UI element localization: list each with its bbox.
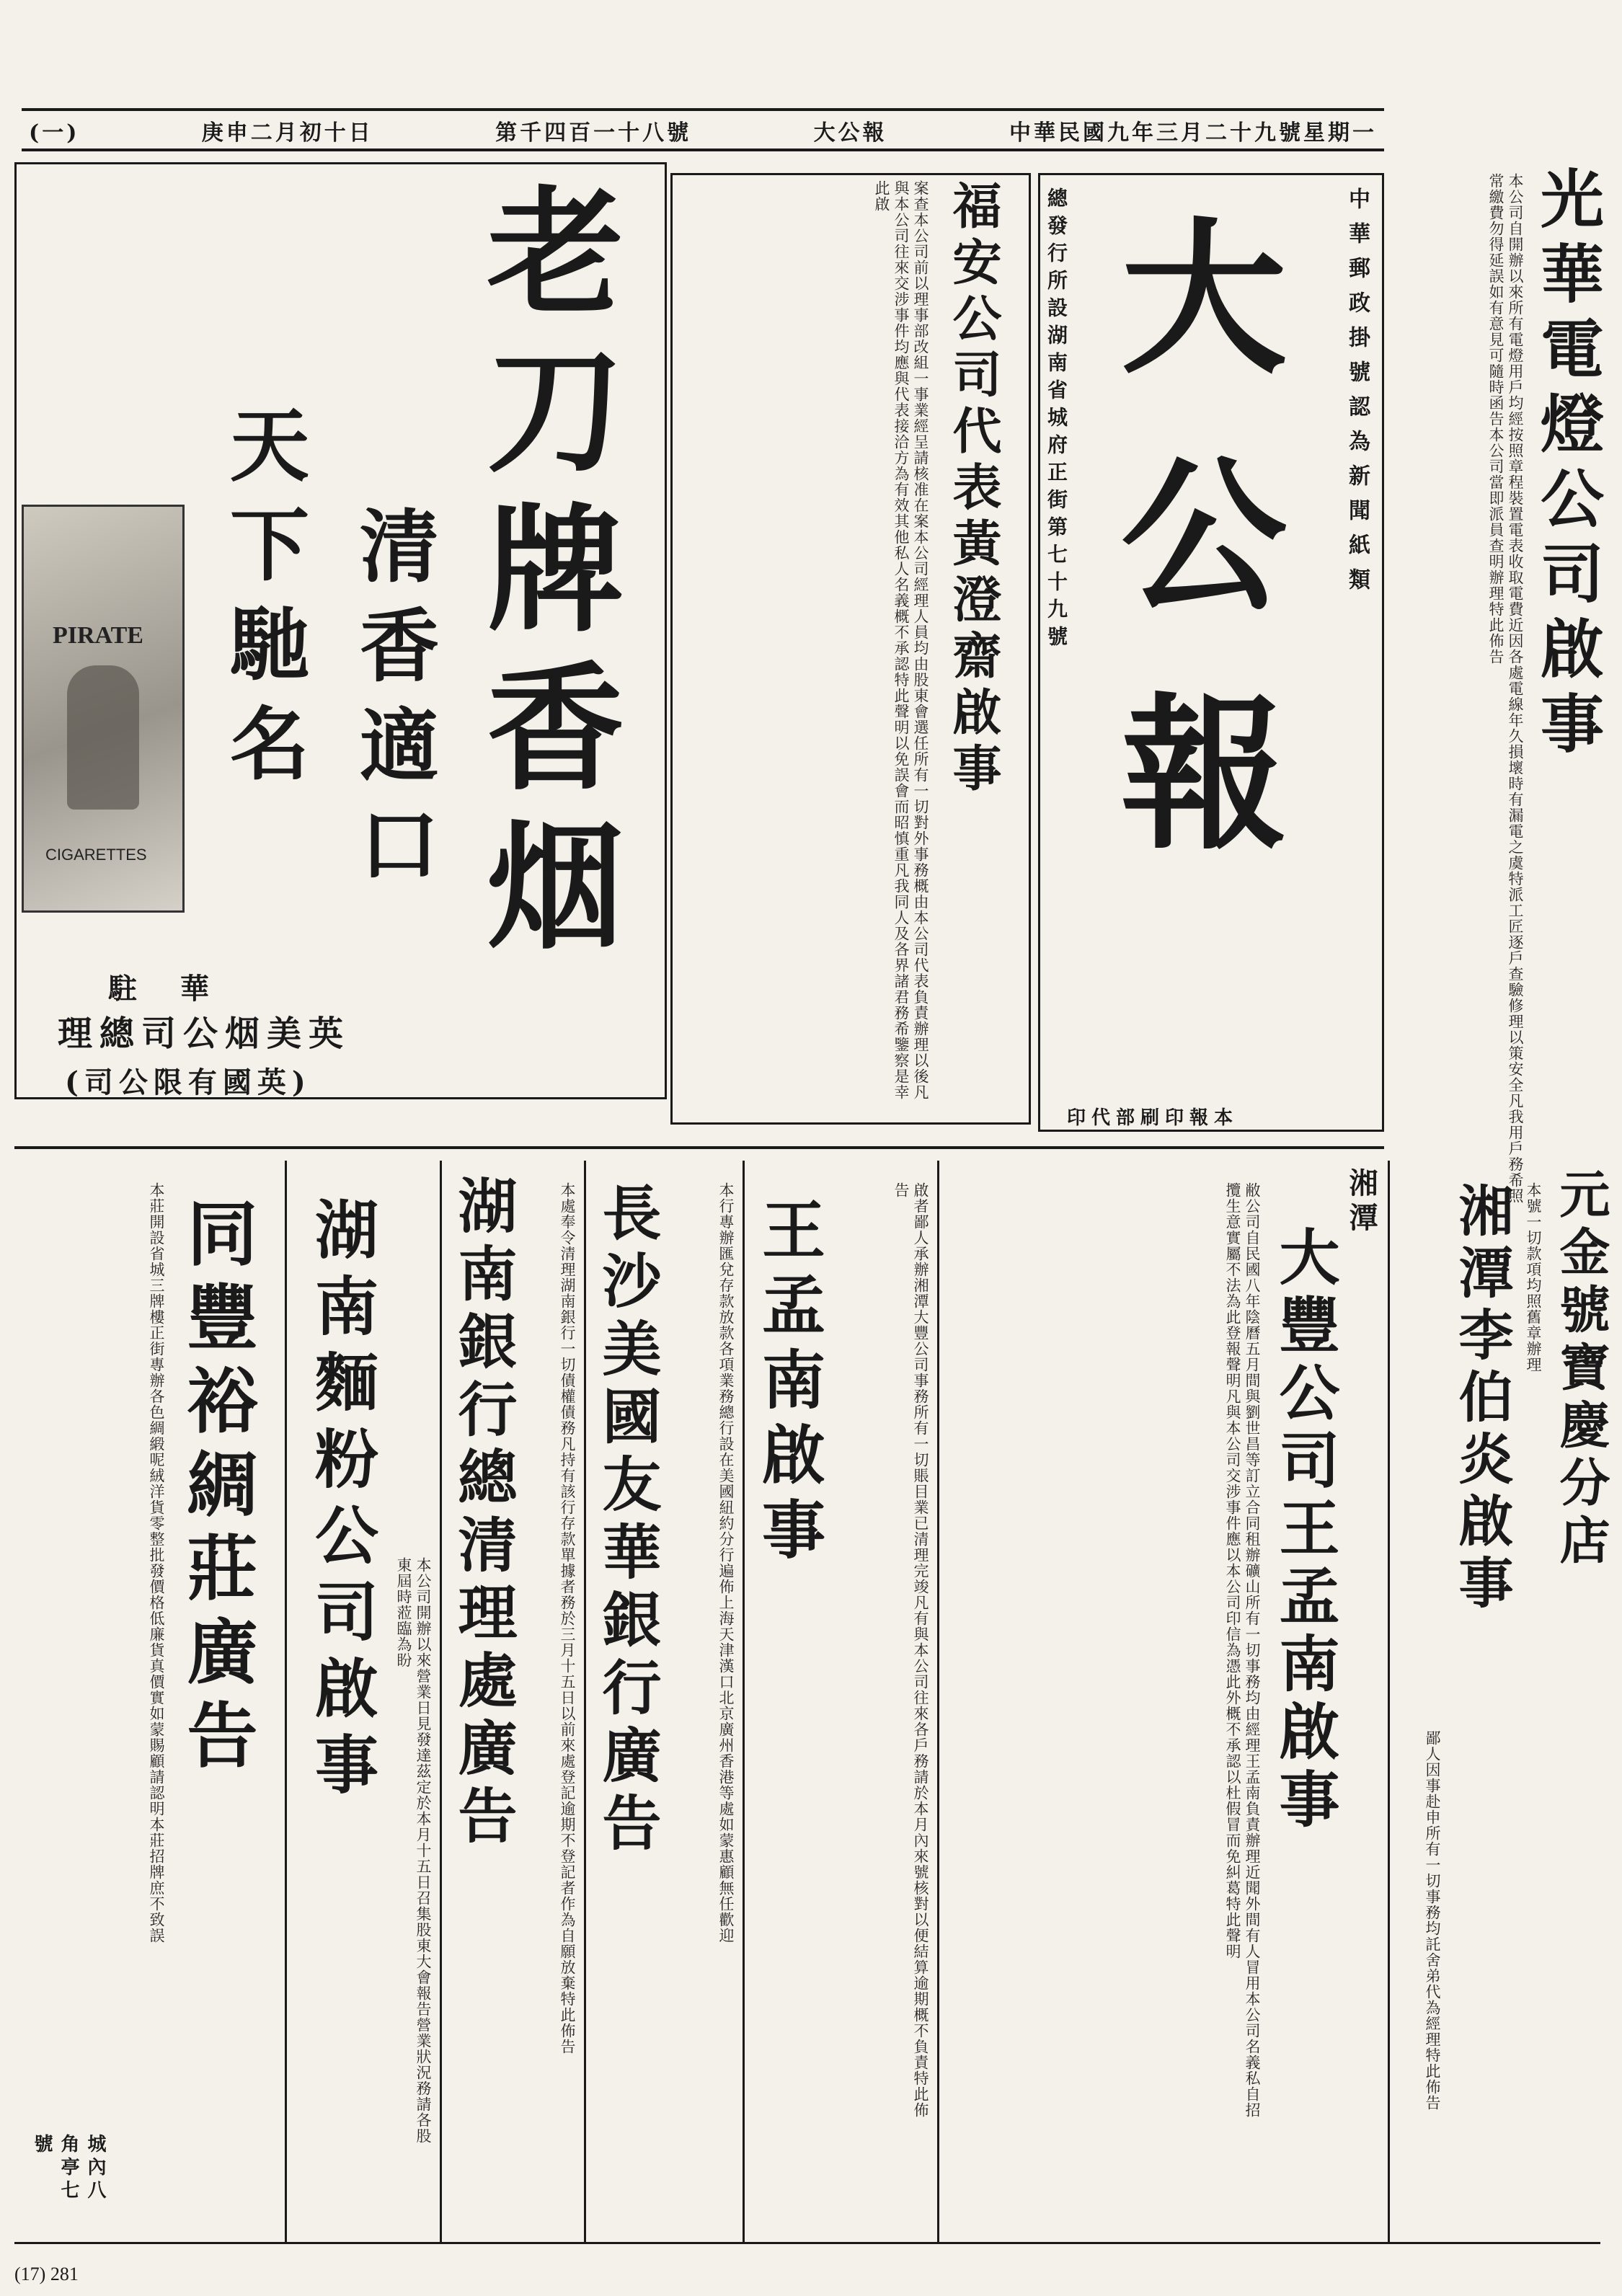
pack-brand: PIRATE: [53, 622, 143, 649]
col-rule-1: [285, 1161, 287, 2242]
cigarette-tagline: 天下馳名: [217, 404, 310, 802]
yuan-title: 元金號寶慶分店: [1551, 1168, 1611, 1572]
postal-note: 中華郵政掛號認為新聞紙類: [1344, 187, 1370, 603]
hunan-bank-body: 本處奉令清理湖南銀行一切債權債務凡持有該行存款單據者務於三月十五日以前來處登記逾期不登記者作為自願放棄特此佈告: [559, 1182, 576, 2055]
fuan-body: 案查本公司前以理事部改組一事業經呈請核准在案本公司經理人員均由股東會選任所有一切對外事務概由本公司代表負責辦理以後凡與本公司往來交涉事件均應與代表接洽方為有效其他私人名義概不承認特此聲明以免誤會而昭慎重凡我同人及各界諸君務希鑒察是幸此啟: [873, 180, 929, 1100]
tongfeng-address: 城內八角亭七號: [31, 2134, 106, 2203]
dafeng-body: 敝公司自民國八年陰曆五月間與劉世昌等訂立合同租辦礦山所有一切事務均由經理王孟南負責辦理近聞外間有人冒用本公司名義私自招攬生意實屬不法為此登報聲明凡與本公司交涉事件應以本公司印信為憑此外概不承認以杜假冒而免糾葛特此聲明: [1224, 1182, 1261, 2118]
dafeng-location: 湘潭: [1344, 1168, 1378, 1237]
flour-title: 湖南麵粉公司啟事: [305, 1197, 380, 1808]
masthead-char-1: 大: [1120, 202, 1287, 396]
top-rule: [22, 108, 1384, 111]
lunar-date: 庚申二月初十日: [201, 120, 373, 146]
cigarette-title: 老刀牌香烟: [464, 180, 625, 973]
changsha-bank-title: 長沙美國友華銀行廣告: [593, 1182, 662, 1860]
tongfeng-body: 本莊開設省城三牌樓正街專辦各色綢緞呢絨洋貨零整批發價格低廉貨真價實如蒙賜顧請認明本莊招牌庶不致誤: [148, 1182, 165, 1943]
flour-body: 本公司開辦以來營業日見發達茲定於本月十五日召集股東大會報告營業狀況務請各股東屆時蒞臨為盼: [395, 1557, 432, 2144]
col-rule-2: [440, 1161, 442, 2242]
lixian-title: 湘潭李伯炎啟事: [1450, 1182, 1514, 1616]
tongfeng-title: 同豐裕綢莊廣告: [175, 1197, 258, 1782]
middle-rule: [14, 1146, 1384, 1149]
masthead-char-2: 公: [1120, 440, 1287, 634]
col-rule-5: [937, 1161, 939, 2242]
dateline: 中華民國九年三月二十九號星期一: [1009, 120, 1377, 146]
lixian-body: 鄙人因事赴申所有一切事務均託舍弟代為經理特此佈告: [1424, 1730, 1441, 2111]
bottom-rule: [14, 2242, 1600, 2244]
masthead-title: [1081, 180, 1326, 894]
guanghua-body: 本公司自開辦以來所有電燈用戶均經按照章程裝置電表收取電費近因各處電線年久損壞時有漏電之虞特派工匠逐戶查驗修理以策安全凡我用戶務希照常繳費勿得延誤如有意見可隨時函告本公司當即派員查明辦理特此佈告: [1487, 173, 1524, 1204]
office-note: 總發行所設湖南省城府正街第七十九號: [1045, 187, 1068, 653]
dateline-bar: [29, 115, 1377, 146]
page-marker: (一): [29, 120, 80, 146]
footer-note: (17) 281: [14, 2264, 79, 2284]
pack-label: CIGARETTES: [45, 846, 147, 864]
cigarette-pack-image: [22, 505, 185, 913]
wang-notice-title: 王孟南啟事: [752, 1197, 827, 1572]
seller-label: 駐華: [108, 972, 252, 1006]
col-rule-4: [743, 1161, 745, 2242]
col-rule-6: [1388, 1161, 1390, 2242]
paper-name-small: 大公報: [813, 120, 887, 146]
yuan-body: 本號一切款項均照舊章辦理: [1525, 1182, 1542, 1373]
pirate-figure: [67, 665, 139, 810]
changsha-bank-body: 本行專辦匯兌存款放款各項業務總行設在美國紐約分行遍佈上海天津漢口北京廣州香港等處如蒙惠顧無任歡迎: [717, 1182, 735, 1943]
col-rule-3: [584, 1161, 586, 2242]
guanghua-title: 光華電燈公司啟事: [1530, 166, 1605, 766]
company-note: (英國有限公司): [65, 1065, 311, 1099]
hunan-bank-title: 湖南銀行總清理處廣告: [448, 1175, 518, 1853]
press-note: 本報印刷部代印: [1067, 1107, 1239, 1129]
masthead-char-3: 報: [1120, 678, 1287, 872]
company-name: 英美烟公司總理: [58, 1014, 351, 1054]
wang-notice-body: 啟者鄙人承辦湘潭大豐公司事務所有一切賬目業已清理完竣凡有與本公司往來各戶務請於本月內來號核對以便結算逾期概不負責特此佈告: [892, 1182, 929, 2118]
fuan-title: 福安公司代表黃澄齋啟事: [944, 180, 1002, 799]
dateline-rule: [22, 149, 1384, 151]
cigarette-slogan: 清香適口: [347, 505, 440, 903]
issue-number: 第千四百一十八號: [495, 120, 692, 146]
dafeng-title: 大豐公司王孟南啟事: [1269, 1225, 1341, 1835]
